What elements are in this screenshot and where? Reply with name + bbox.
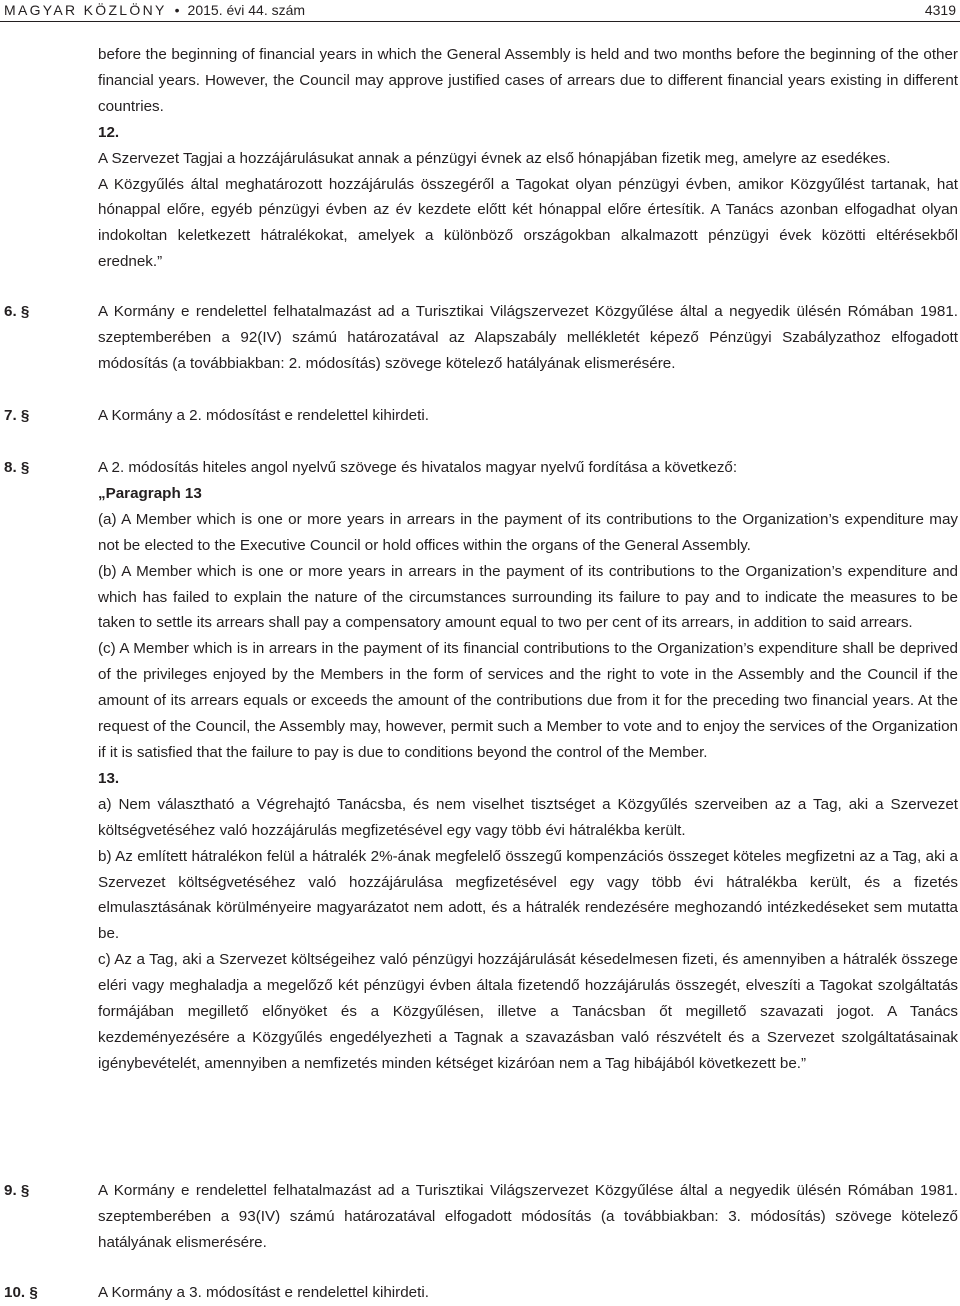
section-7-text: A Kormány a 2. módosítást e rendelettel kihirdeti. [98, 407, 429, 424]
continuation-block [98, 42, 958, 275]
section-6-text: A Kormány e rendelettel felhatalmazást ad a Turisztikai Világszervezet Közgyűlése által a negyedik ülésén Rómában 1981. szeptemberében a 92(IV) számú határozatával az Alapszabály mellékletét képező Pénzügyi Szabályzathoz elfogadott módosítás (a továbbiakban: 2. módosítás) szövege kötelező hatályának elismerésére. [98, 303, 958, 372]
english-13-a: (a) A Member which is one or more years in arrears in the payment of its contributions to the Organization’s expenditure may not be elected to the Executive Council or hold offices within the organs of the General Assembly. [98, 510, 958, 554]
section-6-number: 6. § [4, 303, 30, 320]
section-10 [98, 1280, 958, 1306]
section-7-number: 7. § [4, 407, 30, 424]
page-header [0, 0, 960, 20]
hungarian-13-a: a) Nem választható a Végrehajtó Tanácsba, és nem viselhet tisztséget a Közgyűlés szerveiben az a Tag, aki a Szervezet költségvetéséhez való hozzájárulás megfizetésével egy vagy több évi hátralékba került. [98, 795, 958, 839]
section-9 [98, 1178, 958, 1256]
paragraph-12-number: 12. [98, 123, 120, 141]
separator-bullet: • [174, 2, 180, 18]
english-paragraph-12-end: before the beginning of financial years in which the General Assembly is held and two months before the beginning of the other financial years. However, the Council may approve justified cases of arrears due to different financial years existing in different countries. [98, 46, 958, 115]
section-9-text: A Kormány e rendelettel felhatalmazást ad a Turisztikai Világszervezet Közgyűlése által a negyedik ülésén Rómában 1981. szeptemberében a 93(IV) számú határozatával elfogadott módosítás (a továbbiakban: 3. módosítás) szövege kötelező hatályának elismerésére. [98, 1182, 958, 1251]
section-8-intro: A 2. módosítás hiteles angol nyelvű szövege és hivatalos magyar nyelvű fordítása a következő: [98, 459, 738, 476]
running-head [4, 1, 305, 19]
publication-title: MAGYAR KÖZLÖNY [4, 2, 167, 18]
section-10-number: 10. § [4, 1284, 38, 1301]
header-rule [0, 21, 960, 22]
english-13-c: (c) A Member which is in arrears in the payment of its financial contributions to the Organization’s expenditure shall be deprived of the privileges enjoyed by the Members in the form of services and the right to vote in the Assembly and the Council if the amount of its arrears equals or exceeds the amount of the contributions due from it for the preceding two financial years. At the request of the Council, the Assembly may, however, permit such a Member to vote and to enjoy the services of the Organization if it is satisfied that the failure to pay is due to conditions beyond the control of the Member. [98, 640, 958, 761]
paragraph-13-number: 13. [98, 769, 120, 787]
english-13-b: (b) A Member which is one or more years in arrears in the payment of its contributions to the Organization’s expenditure and which has failed to explain the nature of the circumstances surrounding its failure to pay and to indicate the measures to be taken to settle its arrears shall pay a compensatory amount equal to two per cent of its arrears, in addition to said arrears. [98, 562, 958, 632]
section-7 [98, 403, 958, 429]
section-10-text: A Kormány a 3. módosítást e rendelettel kihirdeti. [98, 1284, 429, 1301]
hungarian-paragraph-12-part2: A Közgyűlés által meghatározott hozzájárulás összegéről a Tagokat olyan pénzügyi évben, amikor Közgyűlést tartanak, hat hónappal előre, egyéb pénzügyi évben az év kezdete előtt két hónappal előre értesítik. A Tanács azonban elfogadhat olyan indokoltan keletkezett hátralékokat, amelyek a különböző országokban alkalmazott pénzügyi évek közötti eltérésekből erednek.” [98, 175, 958, 271]
issue-number: 2015. évi 44. szám [187, 2, 306, 18]
hungarian-paragraph-12-part1: A Szervezet Tagjai a hozzájárulásukat annak a pénzügyi évnek az első hónapjában fizetik meg, amelyre az esedékes. [98, 149, 891, 167]
page-number: 4319 [924, 2, 956, 18]
hungarian-13-c: c) Az a Tag, aki a Szervezet költségeihez való pénzügyi hozzájárulását késedelmesen fizeti, és amennyiben a hátralék összege eléri vagy meghaladja a megelőző két pénzügyi évben általa fizetendő hozzájárulás összegét, elveszíti a Tagokat szolgáltatás formájában megillető előnyöket és a Közgyűlésen, illetve a Tanácsban őt megillető szavazati jogot. A Tanács kezdeményezésére a Közgyűlés engedélyezheti a Tagnak a szavazásban való részvételt és a Szervezet szolgáltatásainak igénybevételét, amennyiben a nemfizetés minden kétséget kizáróan nem a Tag hibájából következett be.” [98, 951, 958, 1072]
section-8-number: 8. § [4, 459, 30, 476]
paragraph-13-heading: „Paragraph 13 [98, 484, 202, 502]
section-9-number: 9. § [4, 1182, 30, 1199]
hungarian-13-b: b) Az említett hátralékon felül a hátralék 2%-ának megfelelő összegű kompenzációs összeget köteles megfizetni az a Tag, aki a Szervezet költségvetéséhez való hozzájárulása megfizetésével egy vagy több évi hátralékba került, és a fizetés elmulasztásának körülményeire magyarázatot nem adott, és a hátralék rendezésére meghozandó intézkedéseket sem mutatta be. [98, 847, 958, 943]
section-8 [98, 455, 958, 1077]
section-6 [98, 299, 958, 377]
